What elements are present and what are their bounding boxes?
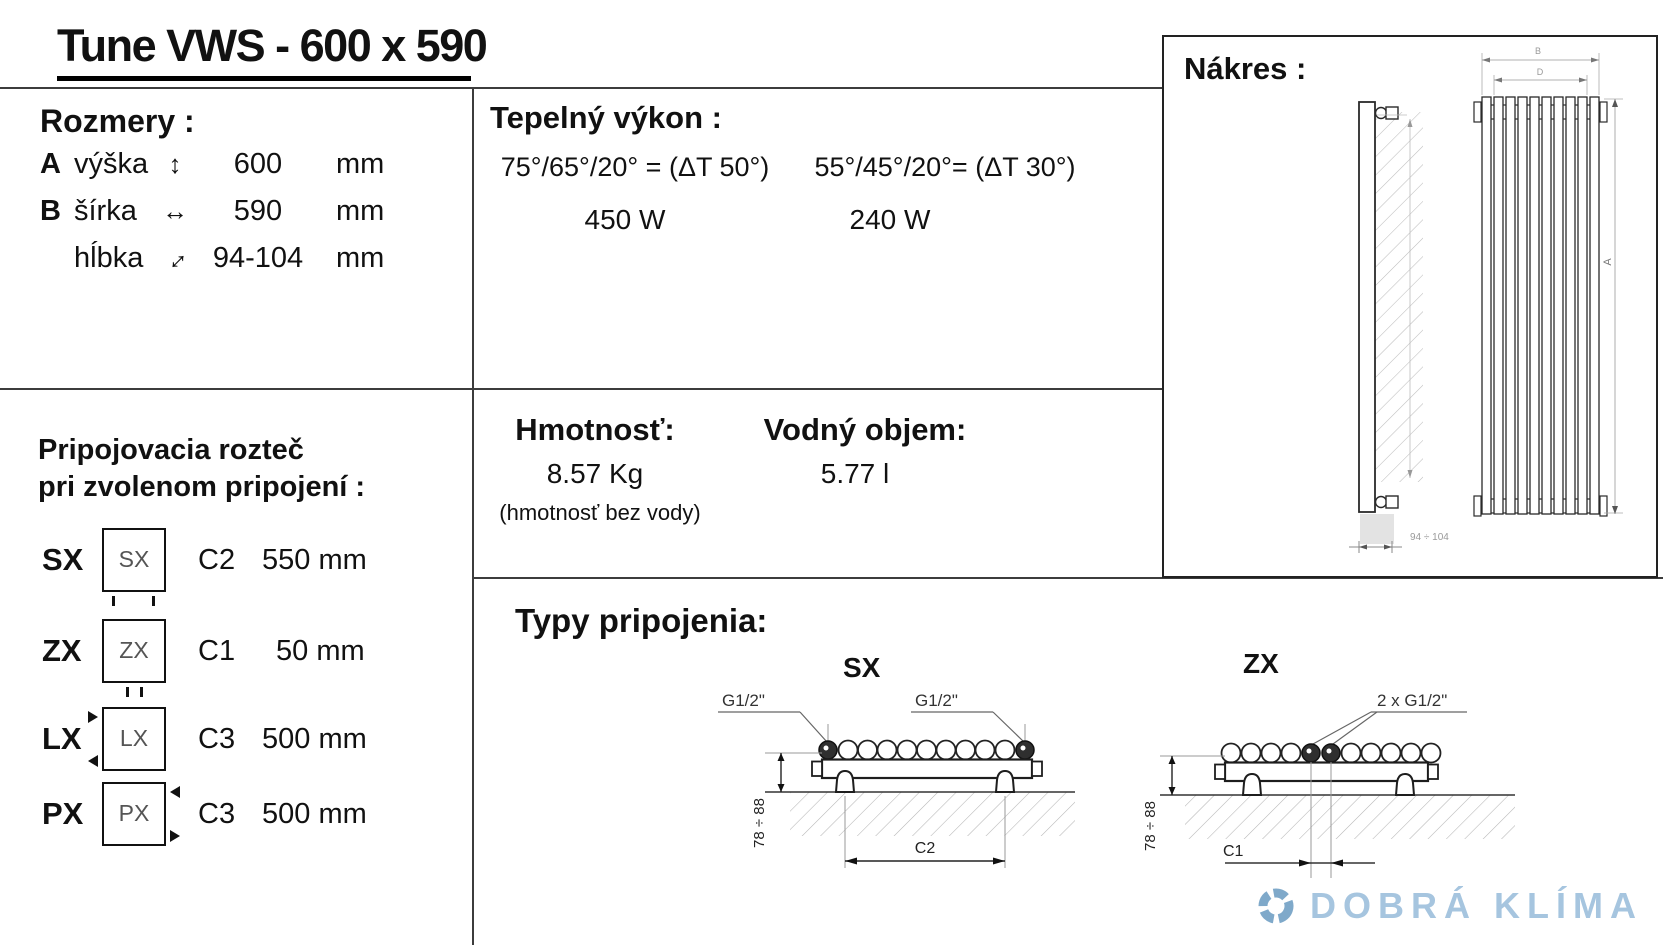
zx-diagram-label: ZX <box>1243 648 1279 679</box>
diagonal-double-arrow-icon: ↔ <box>154 237 195 278</box>
bottom-pipe-tick <box>140 687 143 697</box>
sx-connection-port-right <box>1016 741 1034 759</box>
connection-code-sx: SX <box>42 542 84 577</box>
connection-box-label: ZX <box>119 637 149 663</box>
sx-connection-diagram <box>630 640 1080 890</box>
connection-box-label: SX <box>118 546 150 572</box>
drawing-heading: Nákres : <box>1184 51 1307 86</box>
connection-dim-code: C3 <box>198 798 236 830</box>
top-valve-icon <box>1376 108 1387 119</box>
connection-dim-value: 500 mm <box>262 798 367 830</box>
dobra-klima-logo <box>1254 884 1643 928</box>
connection-dim-value: 500 mm <box>262 723 367 755</box>
connection-dim-code: C1 <box>198 635 236 667</box>
depth-dim-label: 94 ÷ 104 <box>1410 532 1449 543</box>
heat-output-heading: Tepelný výkon : <box>490 100 722 135</box>
connection-types-heading: Typy pripojenia: <box>515 602 768 639</box>
title-underline <box>57 76 471 81</box>
dimension-label: šírka <box>74 194 137 227</box>
dimension-unit: mm <box>336 147 385 180</box>
connection-row-zx <box>0 619 470 683</box>
dimension-label: výška <box>74 147 149 180</box>
dimension-row-height <box>40 144 406 184</box>
dimension-value: 600 <box>233 147 283 180</box>
radiator-technical-drawing <box>1164 37 1656 576</box>
sx-diagram-label: SX <box>843 652 881 683</box>
page-title: Tune VWS - 600 x 590 <box>57 20 487 71</box>
dimension-value: 590 <box>233 194 283 227</box>
connection-box-zx <box>102 619 166 683</box>
connection-row-lx <box>0 707 470 771</box>
bottom-pipe-tick <box>126 687 129 697</box>
sx-thread-left-label: G1/2" <box>722 691 765 710</box>
weight-note: (hmotnosť bez vody) <box>499 500 701 525</box>
connection-pitch-heading <box>38 432 365 506</box>
side-view-profile <box>1359 102 1375 512</box>
connection-code-px: PX <box>42 796 84 831</box>
weight-value: 8.57 Kg <box>546 458 644 489</box>
connection-code-zx: ZX <box>42 633 82 668</box>
wall-bracket <box>836 771 854 792</box>
floor-shadow <box>1360 514 1394 544</box>
side-pipe-arrow-icon <box>88 711 98 723</box>
width-inner-dim-label: D <box>1536 67 1544 77</box>
technical-drawing-panel <box>1162 35 1658 578</box>
dimension-label: hĺbka <box>74 241 144 274</box>
zx-wall-distance-label: 78 ÷ 88 <box>1142 801 1159 851</box>
wall-bracket <box>1396 774 1414 795</box>
connection-dim-code: C2 <box>198 544 236 576</box>
side-pipe-arrow-icon <box>170 786 180 798</box>
dimension-unit: mm <box>336 241 385 274</box>
sx-thread-right-label: G1/2" <box>915 691 958 710</box>
zx-connection-port-right <box>1322 744 1340 762</box>
dimensions-heading: Rozmery : <box>40 103 195 139</box>
vertical-double-arrow-icon: ↕ <box>168 148 182 179</box>
connection-dim-code: C3 <box>198 723 236 755</box>
height-dim-label: A <box>1602 258 1614 266</box>
side-pipe-arrow-icon <box>170 830 180 842</box>
connection-row-px <box>0 782 470 846</box>
zx-connection-port-left <box>1302 744 1320 762</box>
connection-box-px <box>102 782 166 846</box>
dimension-row-depth <box>40 238 406 278</box>
width-outer-dim-label: B <box>1534 46 1542 56</box>
swirl-logo-icon <box>1254 884 1298 928</box>
connection-row-sx <box>0 528 470 592</box>
connection-box-label: PX <box>118 800 150 826</box>
connection-dim-value: 50 mm <box>276 635 365 667</box>
connection-pitch-heading-line1: Pripojovacia rozteč <box>38 434 304 466</box>
bottom-pipe-tick <box>152 596 155 606</box>
heat-formula-dt30: 55°/45°/20°= (ΔT 30°) <box>814 152 1076 182</box>
heat-power-dt50: 450 W <box>584 204 666 235</box>
horizontal-double-arrow-icon: ↔ <box>162 195 188 226</box>
connection-pitch-heading-line2: pri zvolenom pripojení : <box>38 471 366 503</box>
wall-hatch <box>1375 112 1423 482</box>
bottom-valve-icon <box>1376 497 1387 508</box>
wall-hatch <box>1185 795 1515 839</box>
sx-pitch-label: C2 <box>914 840 936 857</box>
dimension-unit: mm <box>336 194 385 227</box>
connection-box-label: LX <box>119 725 149 751</box>
wall-hatch <box>790 792 1075 836</box>
sx-wall-distance-label: 78 ÷ 88 <box>751 798 768 848</box>
heat-formula-dt50: 75°/65°/20° = (ΔT 50°) <box>500 152 770 182</box>
zx-thread-label: 2 x G1/2" <box>1377 691 1448 710</box>
divider-top <box>0 87 1162 89</box>
sx-connection-port-left <box>819 741 837 759</box>
heat-power-dt30: 240 W <box>849 204 931 235</box>
connection-code-lx: LX <box>42 721 82 756</box>
wall-bracket <box>996 771 1014 792</box>
weight-heading: Hmotnosť: <box>515 412 675 447</box>
dimension-value: 94-104 <box>212 241 304 274</box>
side-pipe-arrow-icon <box>88 755 98 767</box>
dimension-key: B <box>40 194 61 227</box>
divider-middle <box>0 388 1162 390</box>
dimension-row-width <box>40 191 406 231</box>
water-volume-heading: Vodný objem: <box>763 412 967 447</box>
connection-box-sx <box>102 528 166 592</box>
bottom-pipe-tick <box>112 596 115 606</box>
wall-bracket <box>1243 774 1261 795</box>
water-volume-value: 5.77 l <box>820 458 890 489</box>
connection-dim-value: 550 mm <box>262 544 367 576</box>
dimension-key: A <box>40 147 61 180</box>
zx-pitch-label: C1 <box>1223 843 1244 860</box>
logo-text: DOBRÁ KLÍMA <box>1310 885 1643 926</box>
connection-box-lx <box>102 707 166 771</box>
zx-connection-diagram <box>1075 640 1515 890</box>
